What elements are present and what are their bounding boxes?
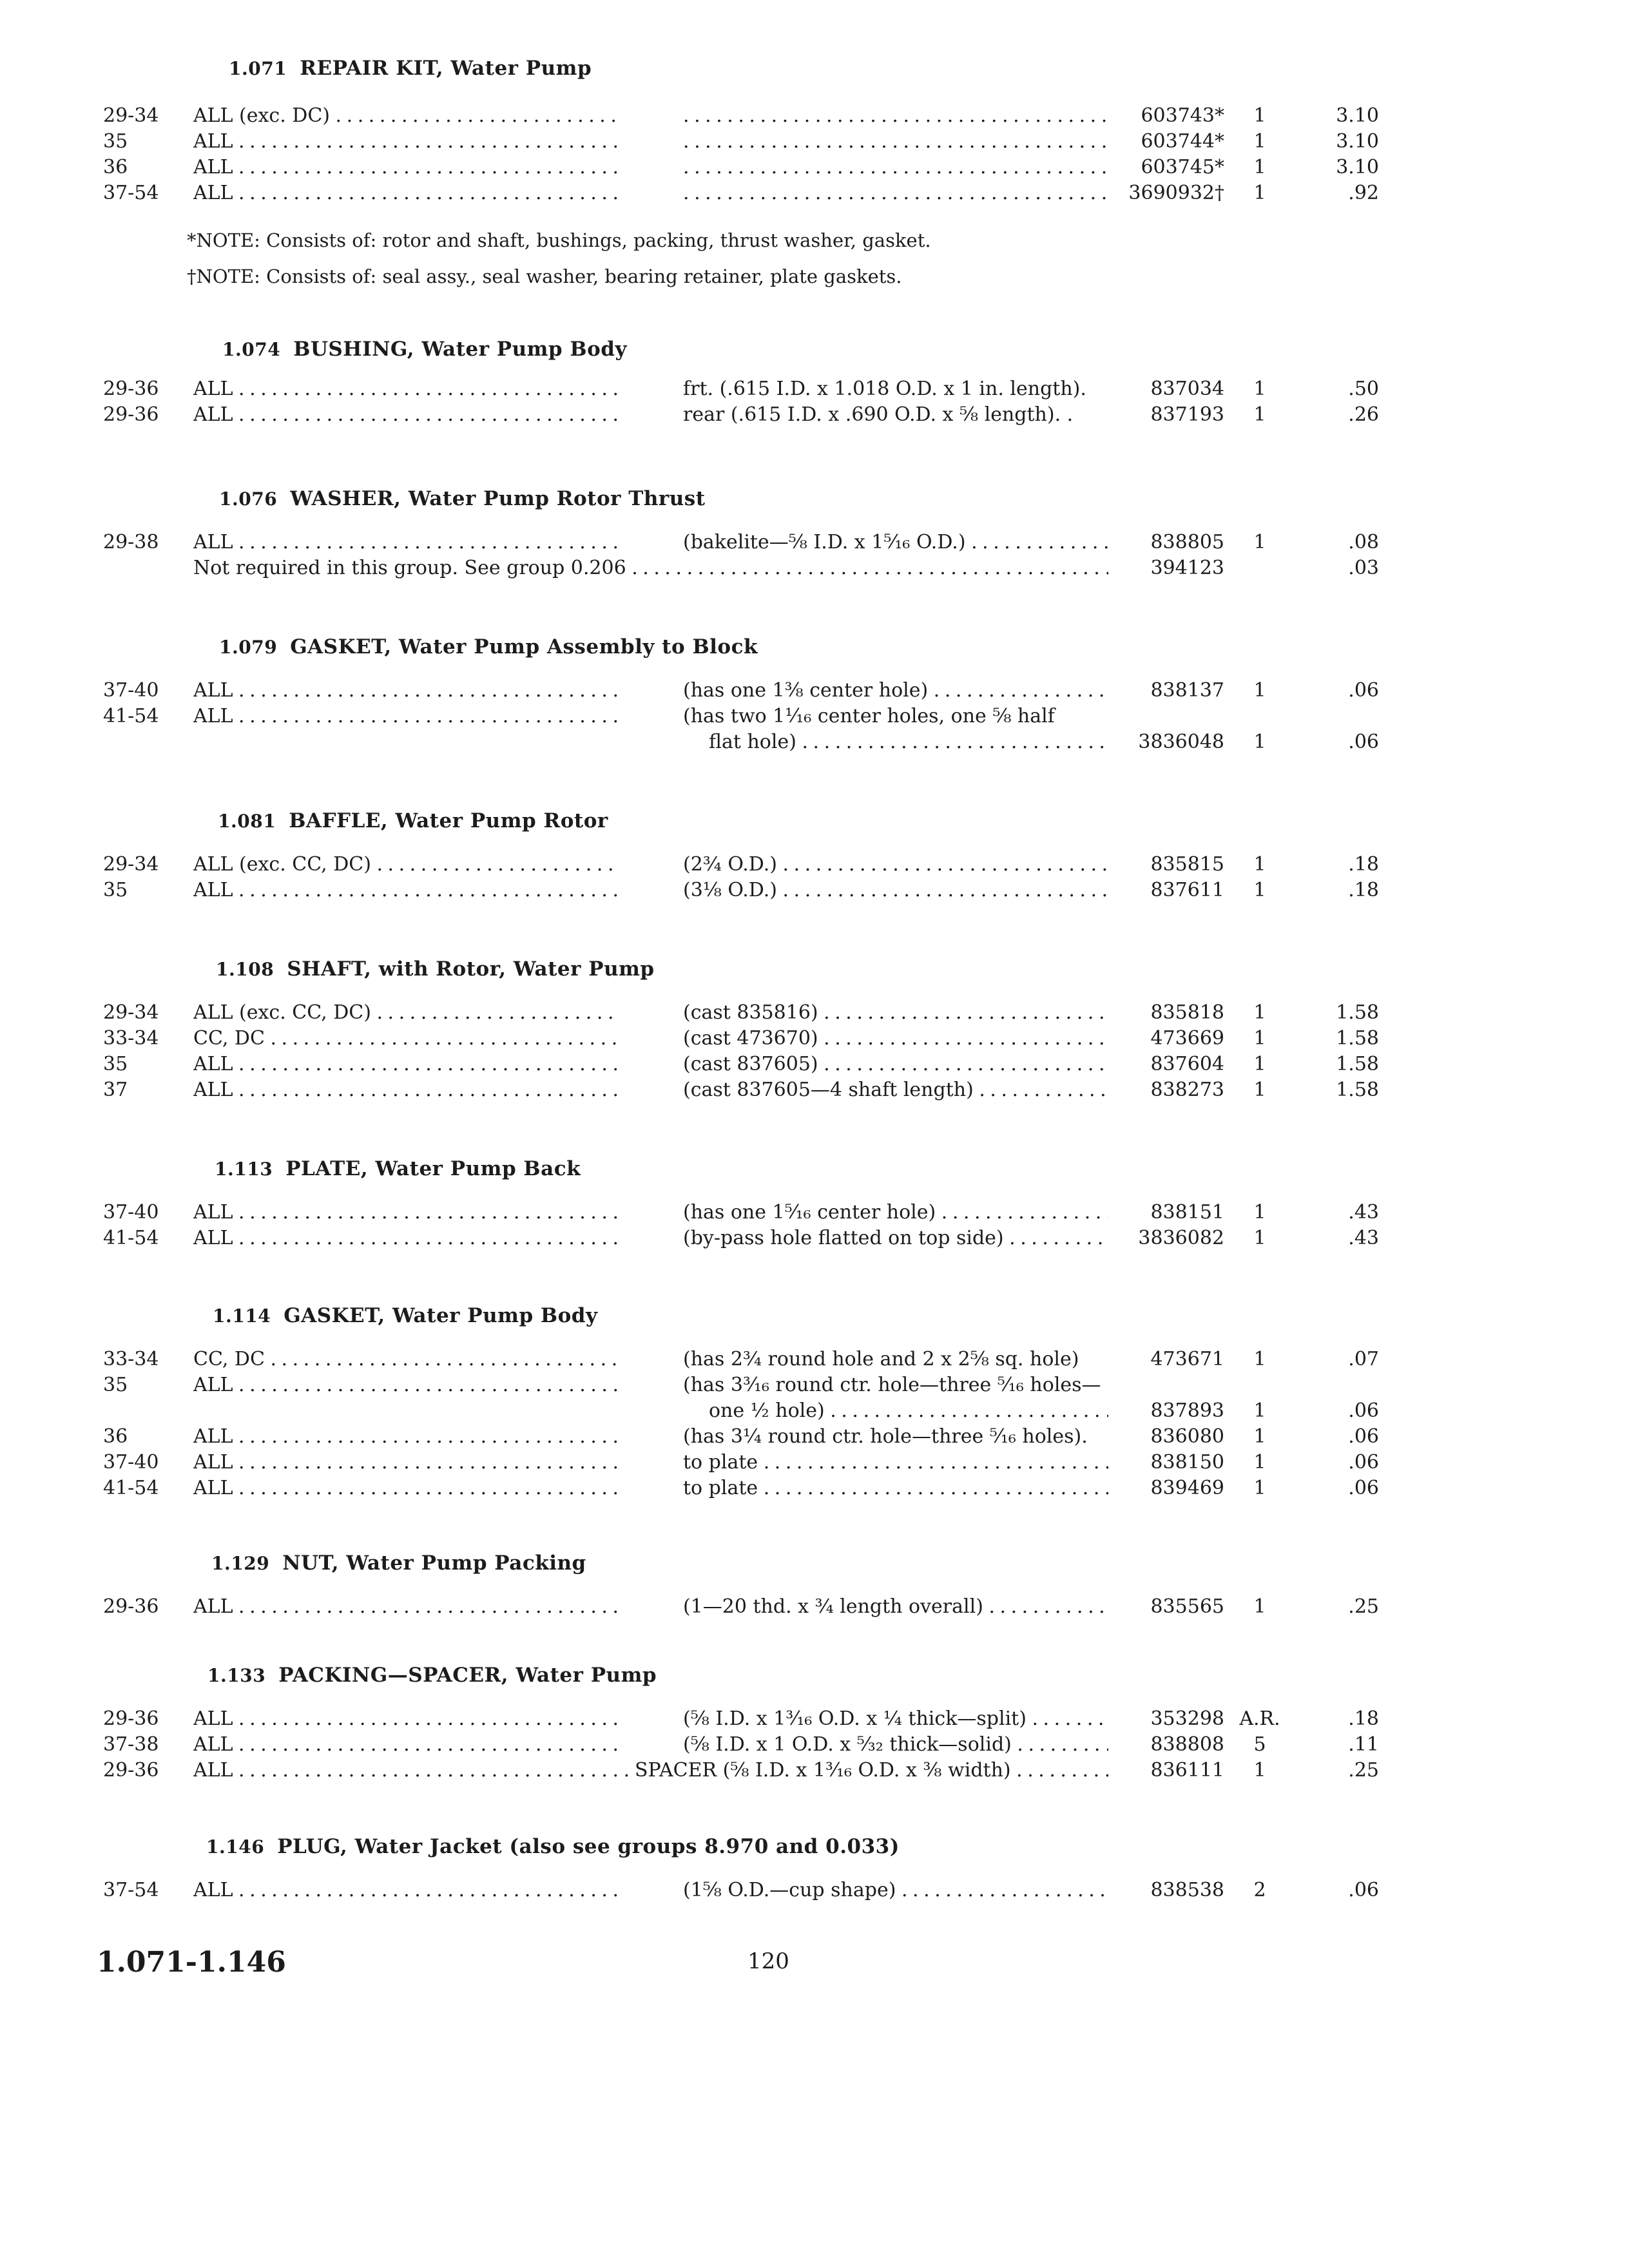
description-cell: (has one 1⅜ center hole) . . . <box>683 678 1108 704</box>
part-number-cell: 603744* <box>1141 130 1224 153</box>
year-cell: 36 <box>103 156 128 178</box>
price-cell: .26 <box>1348 403 1379 426</box>
group-title: SHAFT, with Rotor, Water Pump <box>287 957 655 981</box>
table-row <box>0 1200 1629 1225</box>
year-cell: 37-54 <box>103 1879 159 1901</box>
year-cell: 29-36 <box>103 1595 159 1618</box>
model-cell: ALL . . . <box>193 678 619 704</box>
description-cell: to plate . . . <box>683 1450 1108 1475</box>
group-number: 1.113 <box>215 1158 273 1180</box>
description-cell: rear (.615 I.D. x .690 O.D. x ⅝ length). . <box>683 403 1074 426</box>
model-cell: ALL (exc. DC) . . . <box>193 103 619 129</box>
part-number-cell: 835815 <box>1150 853 1224 876</box>
part-number-cell: 838805 <box>1150 531 1224 553</box>
model-cell: ALL . . . <box>193 1052 619 1077</box>
group-title: GASKET, Water Pump Body <box>284 1304 598 1327</box>
description-cell <box>683 180 1108 206</box>
year-cell: 29-36 <box>103 378 159 400</box>
table-row <box>0 1475 1629 1501</box>
part-number-cell: 836080 <box>1150 1425 1224 1448</box>
description-cell: (bakelite—⅝ I.D. x 1⁵⁄₁₆ O.D.) . . . <box>683 530 1108 555</box>
description-cell: (2¾ O.D.) . . . <box>683 852 1108 878</box>
quantity-cell: 1 <box>1253 1595 1266 1618</box>
page-number: 120 <box>747 1948 789 1974</box>
model-cell: ALL (exc. CC, DC) . . . <box>193 1000 619 1026</box>
description-cell: frt. (.615 I.D. x 1.018 O.D. x 1 in. length). <box>683 378 1086 400</box>
quantity-cell: 1 <box>1253 403 1266 426</box>
part-number-cell: 838150 <box>1150 1451 1224 1474</box>
part-number-cell: 3836082 <box>1138 1227 1224 1249</box>
description-cell: (by-pass hole flatted on top side) . . . <box>683 1225 1108 1251</box>
model-cell: ALL . . . <box>193 1450 619 1475</box>
group-title: PACKING—SPACER, Water Pump <box>278 1664 657 1687</box>
model-cell: ALL . . . <box>193 1475 619 1501</box>
price-cell: .25 <box>1348 1759 1379 1782</box>
table-row <box>0 1758 1629 1783</box>
model-cell: ALL . . . <box>193 1594 619 1620</box>
part-number-cell: 837193 <box>1150 403 1224 426</box>
part-number-cell: 837604 <box>1150 1053 1224 1075</box>
part-number-cell: 3690932† <box>1128 182 1224 204</box>
group-number: 1.079 <box>219 637 278 658</box>
group-number: 1.076 <box>219 488 278 510</box>
part-number-cell: 836111 <box>1150 1759 1224 1782</box>
price-cell: .07 <box>1348 1348 1379 1370</box>
price-cell: .06 <box>1348 1477 1379 1499</box>
year-cell: 41-54 <box>103 1477 159 1499</box>
part-number-cell: 838538 <box>1150 1879 1224 1901</box>
price-cell: 1.58 <box>1336 1027 1379 1050</box>
year-cell: 41-54 <box>103 705 159 727</box>
model-cell: CC, DC . . . <box>193 1347 619 1372</box>
model-cell: ALL . . . <box>193 1424 619 1450</box>
part-number-cell: 603745* <box>1141 156 1224 178</box>
table-row <box>0 704 1629 729</box>
quantity-cell: 1 <box>1253 1201 1266 1224</box>
model-cell: ALL . . . <box>193 878 619 903</box>
price-cell: .43 <box>1348 1227 1379 1249</box>
group-number: 1.129 <box>211 1553 270 1574</box>
description-cell <box>683 155 1108 180</box>
model-cell: ALL . . . <box>193 530 619 555</box>
description-cell: (1—20 thd. x ¾ length overall) . . . <box>683 1594 1108 1620</box>
description-cell: one ½ hole) . . . <box>683 1398 1108 1424</box>
price-cell: 3.10 <box>1336 104 1379 127</box>
group-heading <box>211 1552 586 1575</box>
group-heading <box>218 809 608 832</box>
group-title: GASKET, Water Pump Assembly to Block <box>290 635 758 658</box>
part-number-cell: 838137 <box>1150 679 1224 702</box>
quantity-cell: 1 <box>1253 879 1266 901</box>
quantity-cell: 1 <box>1253 531 1266 553</box>
model-cell: ALL . . . <box>193 1225 619 1251</box>
group-title: NUT, Water Pump Packing <box>282 1552 586 1575</box>
part-number-cell: 837893 <box>1150 1399 1224 1422</box>
quantity-cell: 1 <box>1253 156 1266 178</box>
table-row <box>0 1052 1629 1077</box>
group-title: PLUG, Water Jacket (also see groups 8.970 and 0.033) <box>277 1835 900 1858</box>
description-cell: (cast 837605—4 shaft length) . . . <box>683 1077 1108 1103</box>
group-heading <box>215 1157 581 1180</box>
price-cell: .92 <box>1348 182 1379 204</box>
model-cell: ALL . . . <box>193 1878 619 1903</box>
part-number-cell: 835565 <box>1150 1595 1224 1618</box>
table-row <box>0 376 1629 402</box>
quantity-cell: 1 <box>1253 1759 1266 1782</box>
model-cell: ALL . . . <box>193 704 619 729</box>
year-cell: 29-36 <box>103 403 159 426</box>
part-number-cell: 839469 <box>1150 1477 1224 1499</box>
price-cell: .18 <box>1348 879 1379 901</box>
table-row <box>0 678 1629 704</box>
table-row <box>0 1347 1629 1372</box>
model-cell: ALL (exc. CC, DC) . . . <box>193 852 619 878</box>
part-number-cell: 394123 <box>1150 557 1224 579</box>
group-title: WASHER, Water Pump Rotor Thrust <box>290 487 706 510</box>
footnote: *NOTE: Consists of: rotor and shaft, bushings, packing, thrust washer, gasket. <box>187 229 931 251</box>
description-cell: (has two 1¹⁄₁₆ center holes, one ⅝ half <box>683 705 1055 727</box>
model-cell: ALL . . . <box>193 1077 619 1103</box>
table-row <box>0 1026 1629 1052</box>
group-number: 1.074 <box>222 339 281 360</box>
table-row <box>0 1706 1629 1732</box>
description-cell: (1⅝ O.D.—cup shape) . . . <box>683 1878 1108 1903</box>
year-cell: 37-38 <box>103 1733 159 1756</box>
table-row <box>0 129 1629 155</box>
price-cell: 3.10 <box>1336 156 1379 178</box>
group-range-footer: 1.071-1.146 <box>97 1946 286 1979</box>
description-cell: (⅝ I.D. x 1 O.D. x ⁵⁄₃₂ thick—solid) . . . <box>683 1732 1108 1758</box>
part-number-cell: 353298 <box>1150 1707 1224 1730</box>
group-number: 1.114 <box>213 1305 271 1327</box>
table-row <box>0 555 1629 581</box>
description-cell: (has one 1⁵⁄₁₆ center hole) . . . <box>683 1200 1108 1225</box>
quantity-cell: 1 <box>1253 1399 1266 1422</box>
table-row <box>0 1450 1629 1475</box>
model-cell: ALL . . . <box>193 376 619 402</box>
group-title: BUSHING, Water Pump Body <box>293 338 627 361</box>
year-cell: 35 <box>103 1053 128 1075</box>
year-cell: 35 <box>103 130 128 153</box>
quantity-cell: 1 <box>1253 104 1266 127</box>
model-cell: ALL . . . <box>193 402 619 428</box>
price-cell: 1.58 <box>1336 1053 1379 1075</box>
model-cell: ALL . . . <box>193 180 619 206</box>
price-cell: .06 <box>1348 1425 1379 1448</box>
group-number: 1.071 <box>229 58 287 79</box>
description-cell: (3⅛ O.D.) . . . <box>683 878 1108 903</box>
price-cell: 1.58 <box>1336 1001 1379 1024</box>
footnote: †NOTE: Consists of: seal assy., seal washer, bearing retainer, plate gaskets. <box>187 265 902 287</box>
year-cell: 41-54 <box>103 1227 159 1249</box>
table-row <box>0 1225 1629 1251</box>
year-cell: 36 <box>103 1425 128 1448</box>
table-row <box>0 729 1629 755</box>
group-heading <box>219 487 706 510</box>
part-number-cell: 838808 <box>1150 1733 1224 1756</box>
group-heading <box>229 57 592 80</box>
part-number-cell: 837611 <box>1150 879 1224 901</box>
year-cell: 29-34 <box>103 853 159 876</box>
group-number: 1.108 <box>216 959 275 980</box>
quantity-cell: 5 <box>1253 1733 1266 1756</box>
price-cell: .18 <box>1348 1707 1379 1730</box>
quantity-cell: 1 <box>1253 1451 1266 1474</box>
table-row <box>0 1594 1629 1620</box>
quantity-cell: 1 <box>1253 731 1266 753</box>
part-number-cell: 835818 <box>1150 1001 1224 1024</box>
quantity-cell: 1 <box>1253 1425 1266 1448</box>
table-row <box>0 155 1629 180</box>
year-cell: 29-36 <box>103 1759 159 1782</box>
year-cell: 29-38 <box>103 531 159 553</box>
description-cell: (has 3¼ round ctr. hole—three ⁵⁄₁₆ holes). <box>683 1425 1088 1448</box>
model-cell: CC, DC . . . <box>193 1026 619 1052</box>
group-number: 1.146 <box>206 1836 265 1858</box>
model-cell: ALL . . . <box>193 1706 619 1732</box>
description-cell: (⅝ I.D. x 1³⁄₁₆ O.D. x ¼ thick—split) . . . <box>683 1706 1108 1732</box>
quantity-cell: 1 <box>1253 679 1266 702</box>
description-cell: SPACER (⅝ I.D. x 1³⁄₁₆ O.D. x ⅜ width) . . . <box>635 1758 1108 1783</box>
price-cell: .11 <box>1348 1733 1379 1756</box>
part-number-cell: 837034 <box>1150 378 1224 400</box>
group-heading <box>207 1664 657 1687</box>
group-title: PLATE, Water Pump Back <box>285 1157 581 1180</box>
table-row <box>0 1878 1629 1903</box>
group-title: REPAIR KIT, Water Pump <box>300 57 592 80</box>
model-cell: ALL . . . <box>193 1732 619 1758</box>
year-cell: 29-34 <box>103 1001 159 1024</box>
year-cell: 33-34 <box>103 1027 159 1050</box>
description-cell <box>683 103 1108 129</box>
group-number: 1.133 <box>207 1665 266 1686</box>
group-heading <box>222 338 627 361</box>
group-heading <box>216 957 655 981</box>
quantity-cell: 1 <box>1253 1348 1266 1370</box>
year-cell: 37-40 <box>103 679 159 702</box>
price-cell: .08 <box>1348 531 1379 553</box>
part-number-cell: 838273 <box>1150 1079 1224 1101</box>
quantity-cell: 1 <box>1253 1477 1266 1499</box>
year-cell: 37-54 <box>103 182 159 204</box>
price-cell: .06 <box>1348 731 1379 753</box>
year-cell: 29-34 <box>103 104 159 127</box>
quantity-cell: 1 <box>1253 1027 1266 1050</box>
price-cell: .06 <box>1348 1879 1379 1901</box>
model-cell: ALL . . . <box>193 1200 619 1225</box>
year-cell: 37-40 <box>103 1451 159 1474</box>
model-cell: ALL . . . <box>193 1758 631 1783</box>
year-cell: 37-40 <box>103 1201 159 1224</box>
part-number-cell: 3836048 <box>1138 731 1224 753</box>
quantity-cell: 1 <box>1253 853 1266 876</box>
model-cell: ALL . . . <box>193 1372 619 1398</box>
table-row <box>0 1424 1629 1450</box>
table-row <box>0 1398 1629 1424</box>
table-row <box>0 1077 1629 1103</box>
year-cell: 33-34 <box>103 1348 159 1370</box>
group-number: 1.081 <box>218 811 276 832</box>
price-cell: .50 <box>1348 378 1379 400</box>
part-number-cell: 473669 <box>1150 1027 1224 1050</box>
table-row <box>0 852 1629 878</box>
description-cell: (has 2¾ round hole and 2 x 2⅝ sq. hole) <box>683 1348 1079 1370</box>
price-cell: 1.58 <box>1336 1079 1379 1101</box>
part-number-cell: 838151 <box>1150 1201 1224 1224</box>
table-row <box>0 1372 1629 1398</box>
group-title: BAFFLE, Water Pump Rotor <box>289 809 608 832</box>
group-heading <box>213 1304 597 1327</box>
description-cell: (cast 835816) . . . <box>683 1000 1108 1026</box>
description-cell: (cast 837605) . . . <box>683 1052 1108 1077</box>
description-cell: to plate . . . <box>683 1475 1108 1501</box>
table-row <box>0 1000 1629 1026</box>
description-cell: (has 3³⁄₁₆ round ctr. hole—three ⁵⁄₁₆ holes— <box>683 1374 1101 1396</box>
price-cell: 3.10 <box>1336 130 1379 153</box>
price-cell: .06 <box>1348 1399 1379 1422</box>
price-cell: .43 <box>1348 1201 1379 1224</box>
group-heading <box>206 1835 900 1858</box>
quantity-cell: 1 <box>1253 182 1266 204</box>
year-cell: 29-36 <box>103 1707 159 1730</box>
quantity-cell: A.R. <box>1239 1707 1280 1730</box>
price-cell: .03 <box>1348 557 1379 579</box>
table-row <box>0 878 1629 903</box>
quantity-cell: 1 <box>1253 130 1266 153</box>
quantity-cell: 1 <box>1253 1227 1266 1249</box>
group-heading <box>219 635 758 658</box>
quantity-cell: 1 <box>1253 378 1266 400</box>
table-row <box>0 1732 1629 1758</box>
quantity-cell: 1 <box>1253 1053 1266 1075</box>
year-cell: 35 <box>103 1374 128 1396</box>
part-number-cell: 603743* <box>1141 104 1224 127</box>
part-number-cell: 473671 <box>1150 1348 1224 1370</box>
year-cell: 35 <box>103 879 128 901</box>
quantity-cell: 1 <box>1253 1001 1266 1024</box>
model-cell: ALL . . . <box>193 129 619 155</box>
description-cell: flat hole) . . . <box>683 729 1108 755</box>
quantity-cell: 1 <box>1253 1079 1266 1101</box>
description-cell: Not required in this group. See group 0.206 . . . <box>193 555 1108 581</box>
price-cell: .06 <box>1348 679 1379 702</box>
quantity-cell: 2 <box>1253 1879 1266 1901</box>
description-cell: (cast 473670) . . . <box>683 1026 1108 1052</box>
model-cell: ALL . . . <box>193 155 619 180</box>
table-row <box>0 180 1629 206</box>
year-cell: 37 <box>103 1079 128 1101</box>
description-cell <box>683 129 1108 155</box>
table-row <box>0 103 1629 129</box>
table-row <box>0 402 1629 428</box>
price-cell: .18 <box>1348 853 1379 876</box>
price-cell: .25 <box>1348 1595 1379 1618</box>
price-cell: .06 <box>1348 1451 1379 1474</box>
table-row <box>0 530 1629 555</box>
